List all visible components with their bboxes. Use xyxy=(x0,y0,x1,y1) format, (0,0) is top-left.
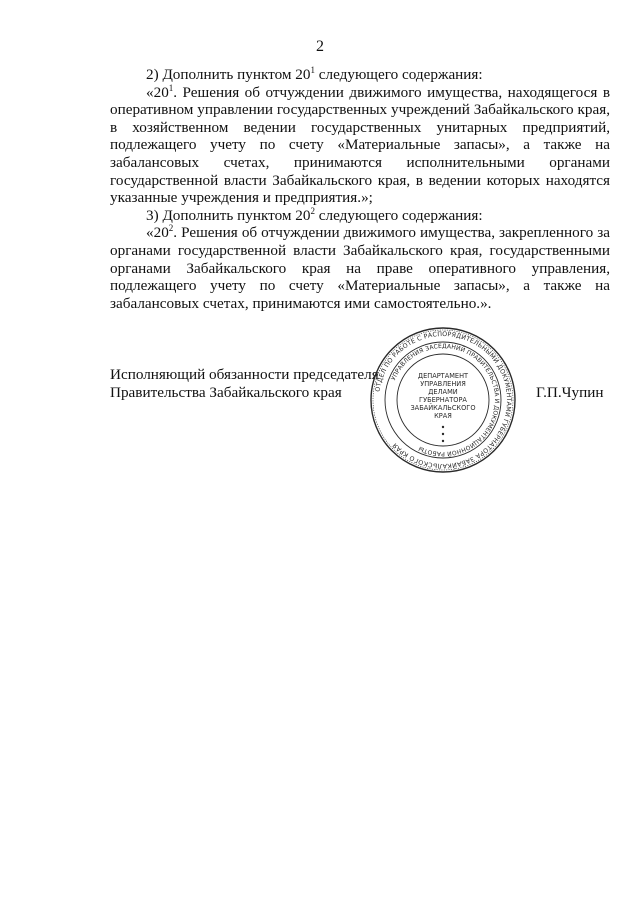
official-seal xyxy=(369,326,517,474)
paragraph-text: 3) Дополнить пунктом 20 xyxy=(146,206,311,224)
seal-center-text xyxy=(410,372,475,420)
page-number: 2 xyxy=(316,38,324,55)
superscript: 1 xyxy=(168,82,174,93)
paragraph-text: . Решения об отчуждении движимого имущества, находящегося в оперативном управлении государственных учреждений Забайкальского края, в хозяйственном ведении государственных унитарных предприятий, подлежащего учету по счету «Материальные запасы», а также на забалансовых счетах, принимаются исполнительными органами государственной власти Забайкальского края, в ведении которых находятся указанные учреждения и предприятия.»; xyxy=(110,83,610,207)
signatory-position xyxy=(110,366,379,401)
paragraph-item-3 xyxy=(110,207,610,225)
position-line: Исполняющий обязанности председателя xyxy=(110,366,379,383)
seal-dots xyxy=(442,426,444,442)
paragraph-text: следующего содержания: xyxy=(314,66,483,83)
svg-text:ДЕПАРТАМЕНТ: ДЕПАРТАМЕНТ xyxy=(417,372,469,380)
seal-inner-text: УПРАВЛЕНИЯ ЗАСЕДАНИЙ ПРАВИТЕЛЬСТВА И ДОКУМЕНТАЦИОННОЙ РАБОТЫ xyxy=(390,342,501,458)
superscript: 2 xyxy=(310,205,315,216)
paragraph-text: 2) Дополнить пунктом 20 xyxy=(146,66,311,83)
paragraph-point-20-1 xyxy=(110,84,610,207)
superscript: 2 xyxy=(168,223,174,234)
superscript: 1 xyxy=(310,65,315,75)
signer-name: Г.П.Чупин xyxy=(536,384,604,401)
seal-outer-text: ОТДЕЛ ПО РАБОТЕ С РАСПОРЯДИТЕЛЬНЫМИ ДОКУМЕНТАМИ ГУБЕРНАТОРА ЗАБАЙКАЛЬСКОГО КРАЯ xyxy=(374,330,513,470)
paragraph-point-20-2 xyxy=(110,224,610,312)
position-line: Правительства Забайкальского края xyxy=(110,383,342,401)
svg-text:ГУБЕРНАТОРА: ГУБЕРНАТОРА xyxy=(419,396,467,404)
paragraph-text: «20 xyxy=(146,83,169,101)
svg-text:ЗАБАЙКАЛЬСКОГО: ЗАБАЙКАЛЬСКОГО xyxy=(410,404,476,412)
paragraph-text: «20 xyxy=(146,224,169,242)
paragraph-text: следующего содержания: xyxy=(314,206,483,224)
paragraph-text: . Решения об отчуждении движимого имущества, закрепленного за органами государственной власти Забайкальского края, государственными органами Забайкальского края на праве оперативного управления, подлежащего учету по счету «Материальные запасы», а также на забалансовых счетах, принимаются ими самостоятельно.». xyxy=(110,224,610,312)
svg-text:ДЕЛАМИ: ДЕЛАМИ xyxy=(428,388,458,396)
svg-text:КРАЯ: КРАЯ xyxy=(434,412,452,420)
document-body xyxy=(110,66,610,312)
svg-text:УПРАВЛЕНИЯ: УПРАВЛЕНИЯ xyxy=(420,380,466,388)
paragraph-item-2 xyxy=(110,66,610,84)
